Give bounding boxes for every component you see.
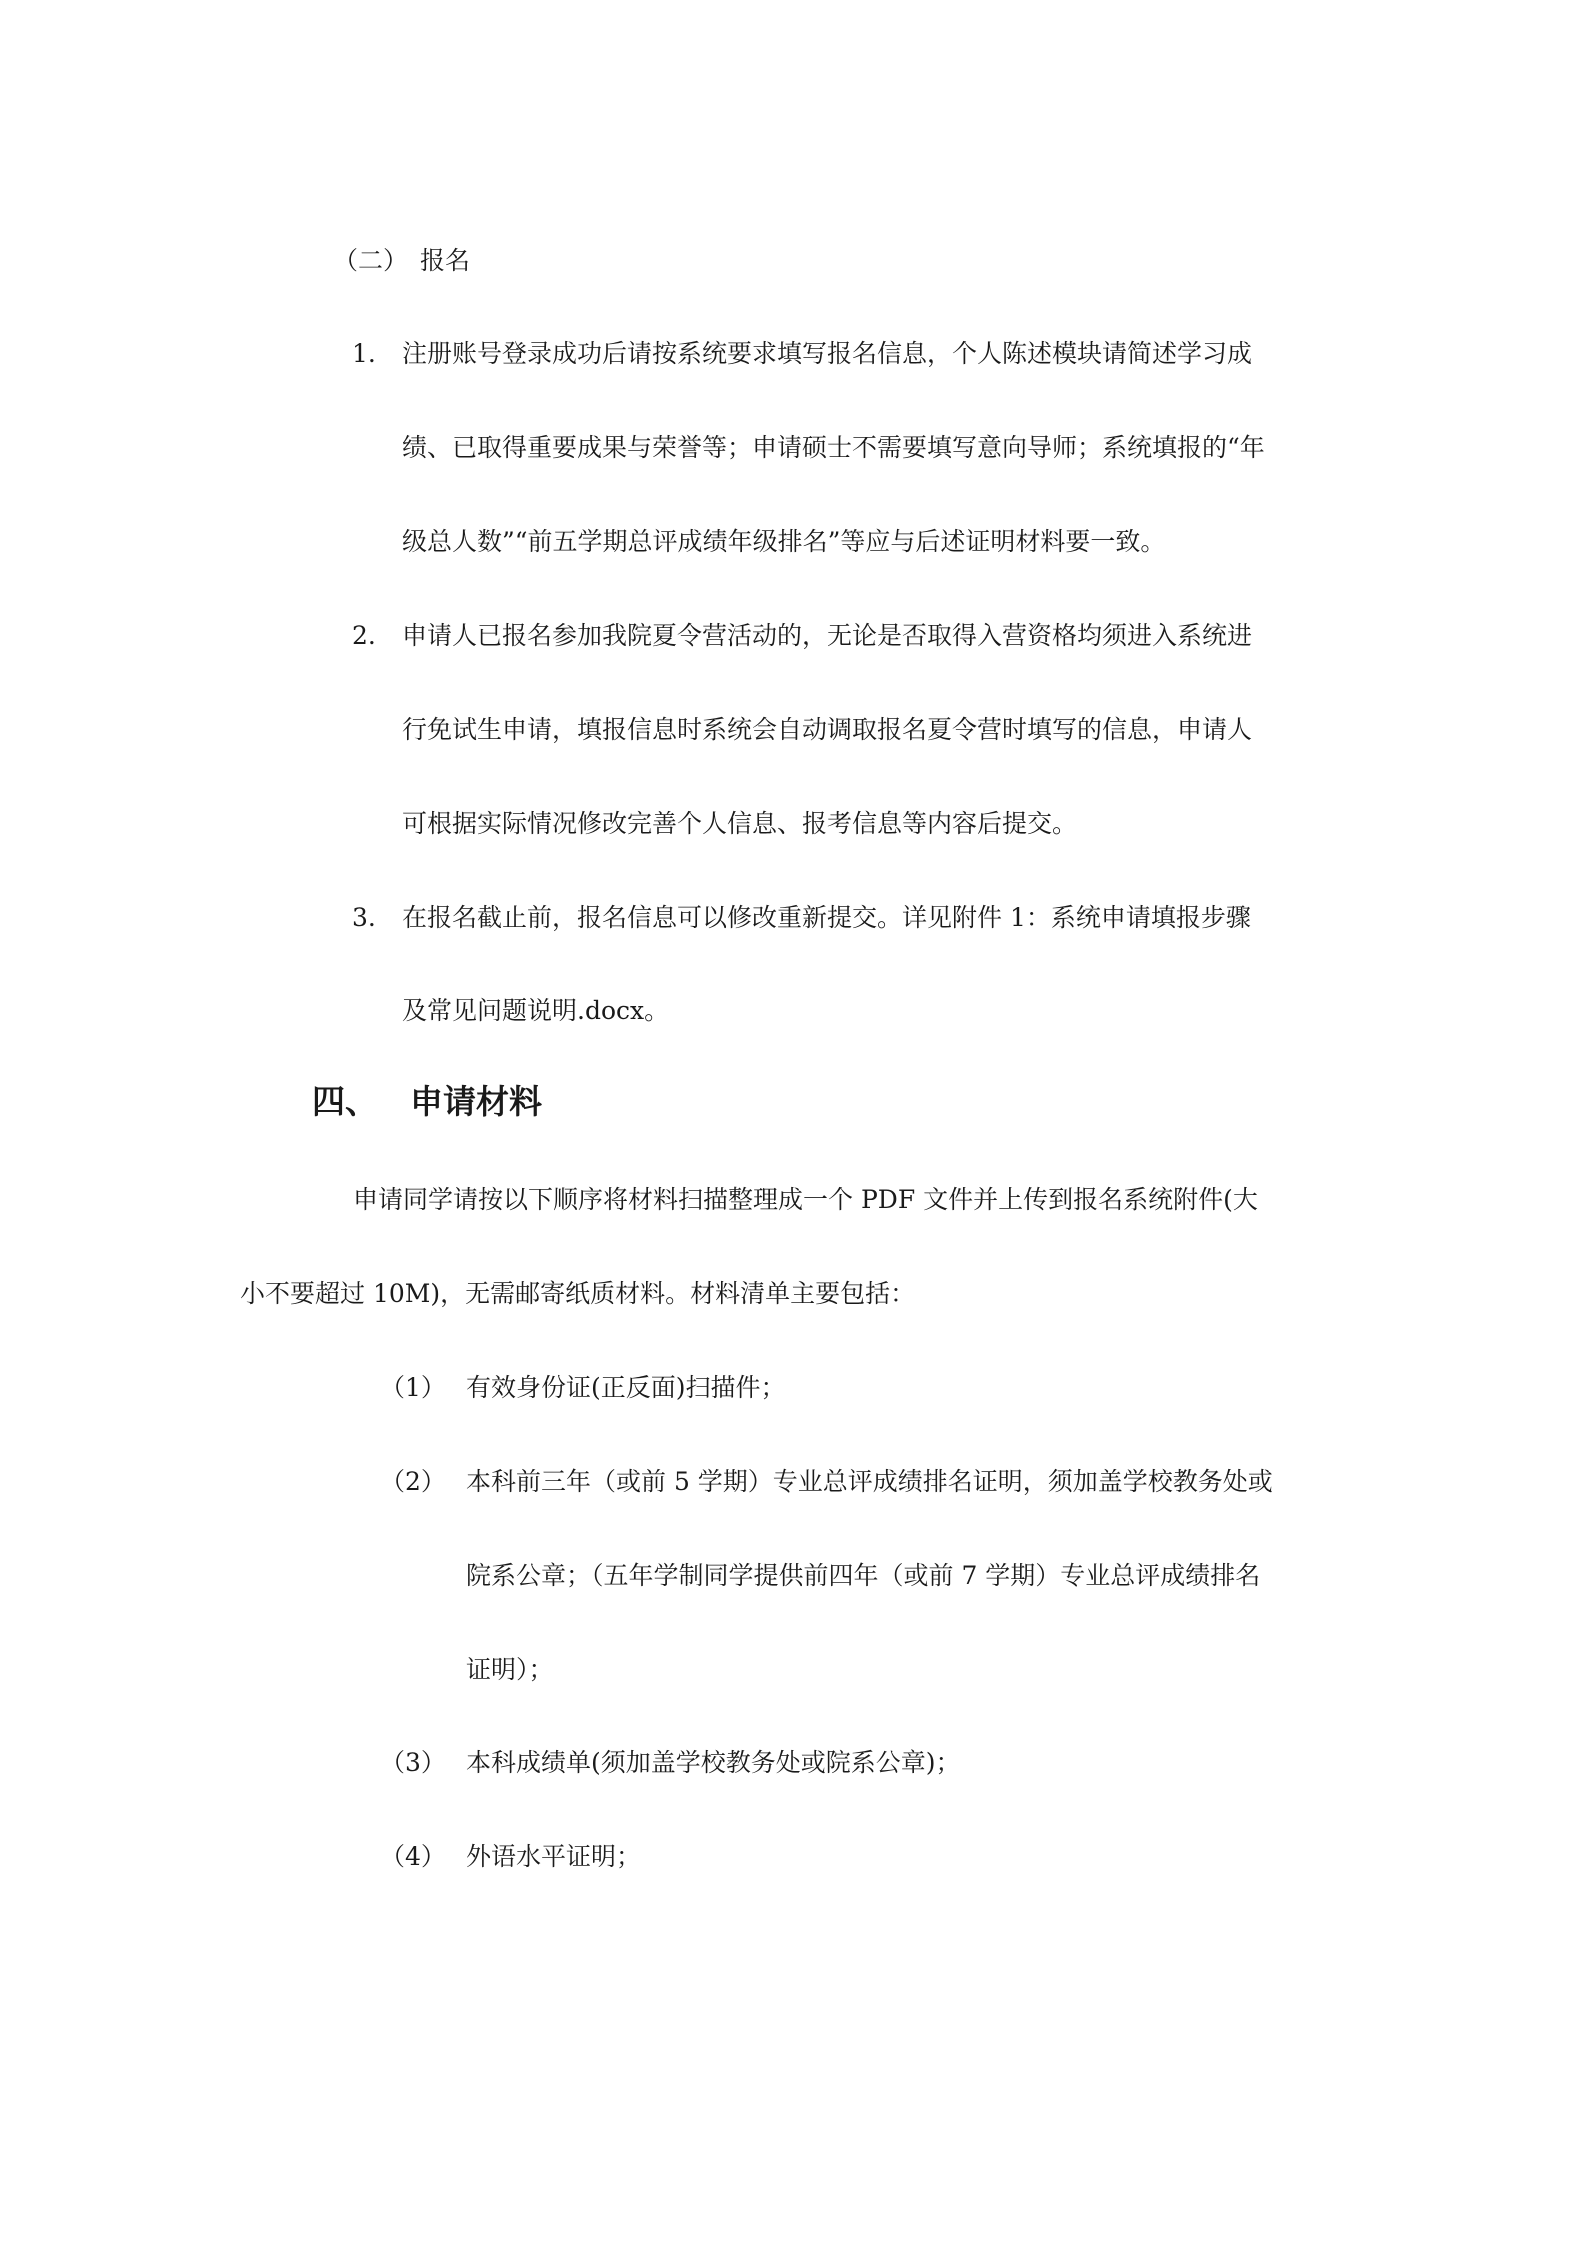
- item-line: 在报名截止前，报名信息可以修改重新提交。详见附件 1：系统申请填报步骤: [402, 903, 1251, 932]
- item-number: 2.: [352, 621, 376, 650]
- item-line: 及常见问题说明.docx。: [402, 996, 670, 1025]
- item-number: 1.: [352, 339, 376, 368]
- item-line: 可根据实际情况修改完善个人信息、报考信息等内容后提交。: [402, 809, 1078, 838]
- material-line: 证明）；: [466, 1655, 554, 1684]
- material-number: （4）: [380, 1842, 446, 1871]
- material-number: （1）: [380, 1373, 446, 1402]
- item-line: 级总人数”“前五学期总评成绩年级排名”等应与后述证明材料要一致。: [402, 527, 1166, 556]
- section-two-label: （二）: [333, 246, 409, 275]
- item-line: 注册账号登录成功后请按系统要求填写报名信息，个人陈述模块请简述学习成: [402, 339, 1253, 368]
- item-line: 行免试生申请，填报信息时系统会自动调取报名夏令营时填写的信息，申请人: [402, 715, 1253, 744]
- intro-line: 小不要超过 10M)，无需邮寄纸质材料。材料清单主要包括：: [240, 1279, 916, 1308]
- material-line: 本科成绩单(须加盖学校教务处或院系公章)；: [466, 1748, 961, 1777]
- item-number: 3.: [352, 903, 376, 932]
- material-line: 外语水平证明；: [466, 1842, 642, 1871]
- material-line: 本科前三年（或前 5 学期）专业总评成绩排名证明，须加盖学校教务处或: [466, 1467, 1273, 1496]
- intro-line: 申请同学请按以下顺序将材料扫描整理成一个 PDF 文件并上传到报名系统附件(大: [353, 1185, 1258, 1214]
- section-two-title: 报名: [420, 246, 471, 275]
- item-line: 绩、已取得重要成果与荣誉等；申请硕士不需要填写意向导师；系统填报的“年: [402, 433, 1265, 462]
- material-number: （2）: [380, 1467, 446, 1496]
- material-line: 有效身份证(正反面)扫描件；: [466, 1373, 786, 1402]
- section-four-label: 四、: [312, 1082, 378, 1121]
- material-line: 院系公章；（五年学制同学提供前四年（或前 7 学期）专业总评成绩排名: [466, 1561, 1261, 1590]
- material-number: （3）: [380, 1748, 446, 1777]
- item-line: 申请人已报名参加我院夏令营活动的，无论是否取得入营资格均须进入系统进: [402, 621, 1253, 650]
- section-four-title: 申请材料: [410, 1082, 542, 1121]
